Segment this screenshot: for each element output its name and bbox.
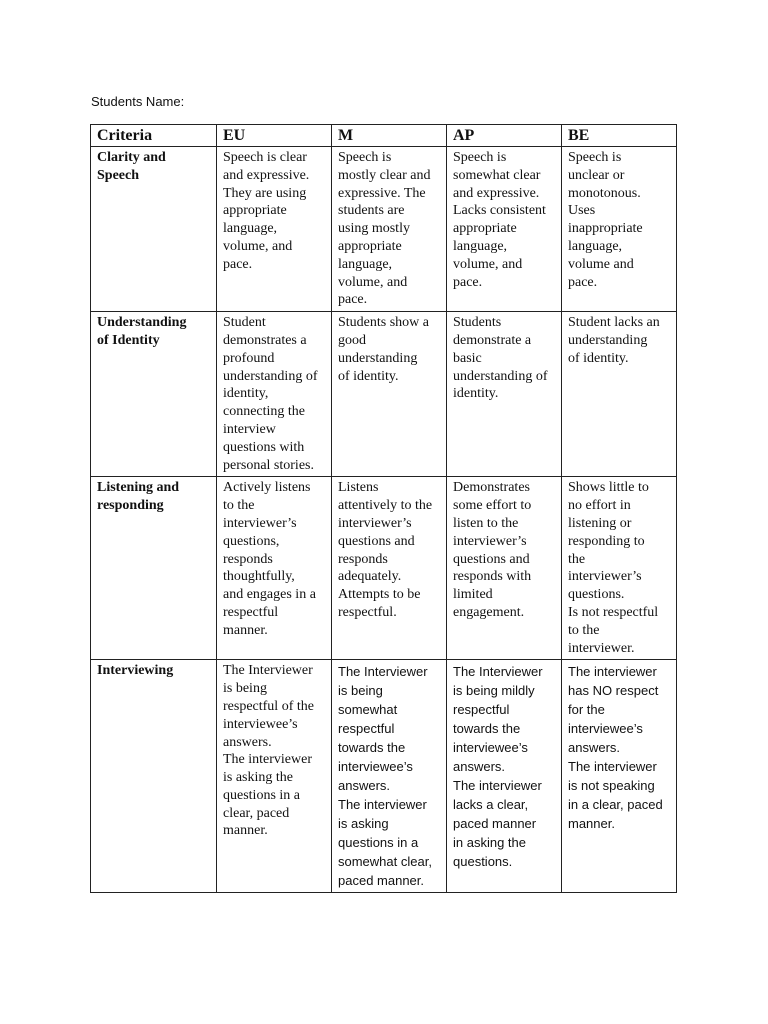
criteria-label: Clarity and Speech — [97, 150, 166, 183]
header-row — [91, 125, 677, 147]
rubric-cell-ap: The Interviewer is being mildly respectful towards the interviewee’s answers. The interviewer lacks a clear, paced manner in asking the questions. — [447, 660, 562, 893]
criteria-cell — [91, 660, 217, 893]
students-name-label: Students Name: — [91, 94, 185, 109]
rubric-table — [90, 124, 677, 893]
table-row — [91, 312, 677, 477]
header-ap: AP — [447, 125, 562, 147]
rubric-cell-eu: Actively listens to the interviewer’s questions, responds thoughtfully, and engages in a respectful manner. — [217, 477, 332, 660]
criteria-cell — [91, 312, 217, 477]
rubric-cell-eu: The Interviewer is being respectful of the interviewee’s answers. The interviewer is asking the questions in a clear, paced manner. — [217, 660, 332, 893]
rubric-cell-be: The interviewer has NO respect for the interviewee’s answers. The interviewer is not speaking in a clear, paced manner. — [562, 660, 677, 893]
rubric-cell-ap: Speech is somewhat clear and expressive. Lacks consistent appropriate language, volume, and pace. — [447, 147, 562, 312]
rubric-cell-m: Listens attentively to the interviewer’s questions and responds adequately. Attempts to be respectful. — [332, 477, 447, 660]
rubric-cell-be: Speech is unclear or monotonous. Uses inappropriate language, volume and pace. — [562, 147, 677, 312]
table-row — [91, 147, 677, 312]
criteria-cell — [91, 477, 217, 660]
rubric-cell-m: Students show a good understanding of identity. — [332, 312, 447, 477]
header-criteria: Criteria — [91, 125, 217, 147]
table-row — [91, 660, 677, 893]
table-row — [91, 477, 677, 660]
criteria-label: Understanding of Identity — [97, 315, 187, 348]
rubric-cell-be: Student lacks an understanding of identity. — [562, 312, 677, 477]
criteria-label: Interviewing — [97, 663, 174, 679]
rubric-cell-eu: Speech is clear and expressive. They are using appropriate language, volume, and pace. — [217, 147, 332, 312]
rubric-cell-ap: Students demonstrate a basic understanding of identity. — [447, 312, 562, 477]
header-be: BE — [562, 125, 677, 147]
criteria-label: Listening and responding — [97, 480, 180, 514]
rubric-cell-ap: Demonstrates some effort to listen to the interviewer’s questions and responds with limited engagement. — [447, 477, 562, 660]
rubric-cell-m: Speech is mostly clear and expressive. The students are using mostly appropriate language, volume, and pace. — [332, 147, 447, 312]
criteria-cell — [91, 147, 217, 312]
header-eu: EU — [217, 125, 332, 147]
rubric-cell-m: The Interviewer is being somewhat respectful towards the interviewee’s answers. The interviewer is asking questions in a somewhat clear, paced manner. — [332, 660, 447, 893]
rubric-cell-be: Shows little to no effort in listening or responding to the interviewer’s questions. Is not respectful to the interviewer. — [562, 477, 677, 660]
rubric-cell-eu: Student demonstrates a profound understanding of identity, connecting the interview questions with personal stories. — [217, 312, 332, 477]
header-m: M — [332, 125, 447, 147]
